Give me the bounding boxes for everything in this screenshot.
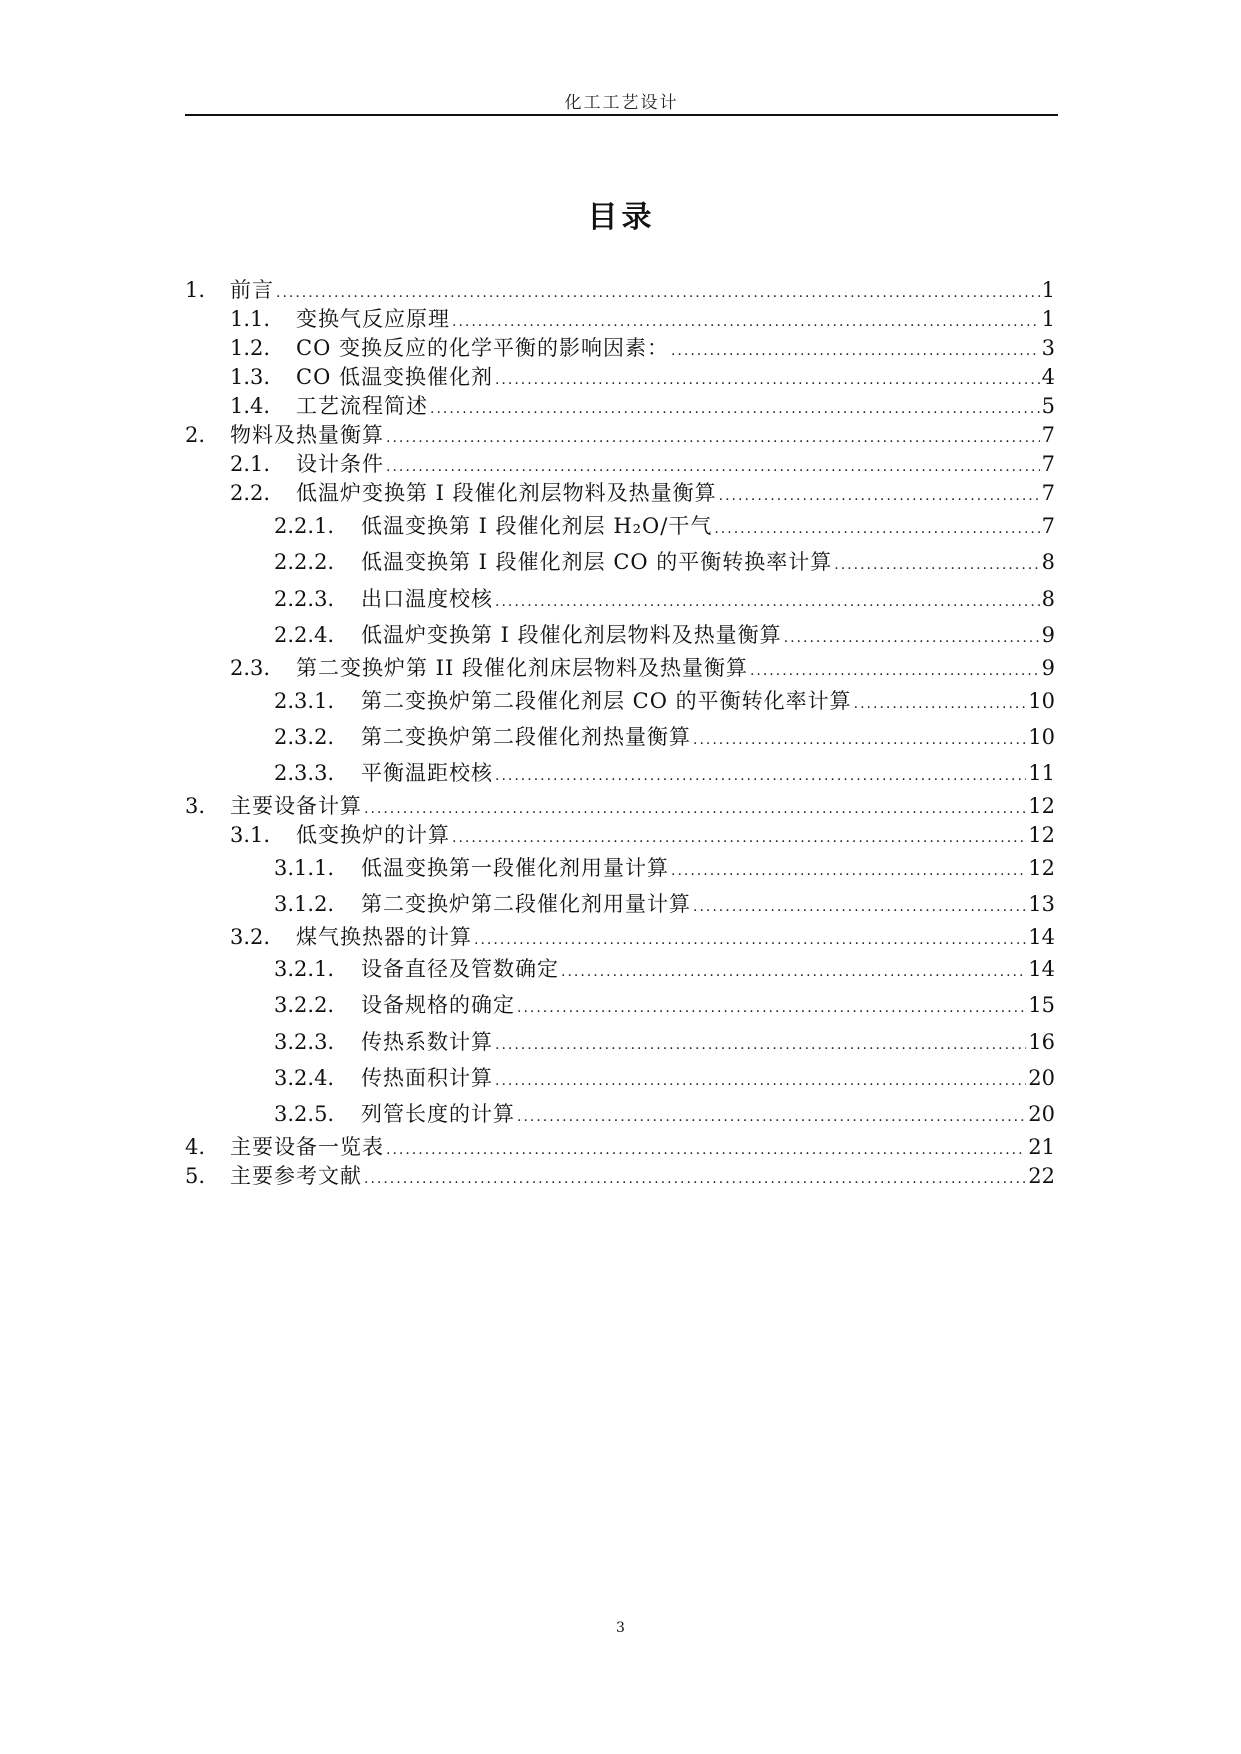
toc-entry-number: 2.2.3. [274,587,335,611]
toc-entry-number: 5. [185,1164,206,1188]
toc-entry-page: 20 [1028,1102,1055,1126]
toc-entry[interactable] [185,1161,1055,1191]
toc-dot-leader [693,892,1026,922]
toc-entry-page: 20 [1028,1066,1055,1090]
toc-dot-leader [693,725,1026,755]
toc-entry-page: 10 [1028,725,1055,749]
toc-entry[interactable] [185,362,1055,392]
toc-entry-title: 第二变换炉第二段催化剂层 CO 的平衡转化率计算 [361,689,852,713]
toc-entry-title: 主要参考文献 [230,1164,362,1188]
toc-entry-title: 第二变换炉第 II 段催化剂床层物料及热量衡算 [296,656,748,680]
toc-entry-page: 16 [1028,1030,1055,1054]
toc-dot-leader [495,761,1026,791]
toc-entry-title: 低变换炉的计算 [296,823,450,847]
toc-entry-number: 2.1. [230,452,271,476]
toc-entry-page: 14 [1028,925,1055,949]
toc-entry[interactable] [185,922,1055,952]
toc-entry-title: 设备规格的确定 [361,993,515,1017]
toc-entry-number: 1.1. [230,307,271,331]
toc-entry[interactable] [185,547,1055,577]
page-number: 3 [616,1620,625,1636]
toc-entry-number: 3.1.1. [274,856,335,880]
toc-entry-number: 4. [185,1135,206,1159]
toc-entry[interactable] [185,620,1055,650]
toc-entry-page: 9 [1041,623,1055,647]
toc-entry-page: 15 [1028,993,1055,1017]
toc-entry-page: 14 [1028,957,1055,981]
toc-entry-page: 3 [1041,336,1055,360]
toc-entry-page: 22 [1028,1164,1055,1188]
toc-entry-page: 7 [1041,514,1055,538]
toc-dot-leader [671,856,1026,886]
toc-dot-leader [854,689,1027,719]
toc-entry-number: 1. [185,278,206,302]
toc-entry-title: 主要设备计算 [230,794,362,818]
toc-entry-title: 低温变换第 I 段催化剂层 H₂O/干气 [361,514,713,538]
toc-entry-number: 3.2.4. [274,1066,335,1090]
toc-entry-title: CO 变换反应的化学平衡的影响因素： [296,336,669,360]
toc-entry-title: CO 低温变换催化剂 [296,365,493,389]
toc-entry-title: 前言 [230,278,274,302]
toc-entry[interactable] [185,1099,1055,1129]
toc-entry-title: 第二变换炉第二段催化剂用量计算 [361,892,691,916]
toc-entry[interactable] [185,333,1055,363]
toc-entry-title: 主要设备一览表 [230,1135,384,1159]
toc-entry-number: 2.3. [230,656,271,680]
toc-entry-page: 7 [1041,481,1055,505]
toc-entry-title: 第二变换炉第二段催化剂热量衡算 [361,725,691,749]
toc-entry[interactable] [185,1027,1055,1057]
toc-dot-leader [364,1164,1026,1194]
toc-entry[interactable] [185,391,1055,421]
toc-entry-page: 11 [1028,761,1055,785]
toc-entry[interactable] [185,853,1055,883]
toc-entry-number: 2.3.3. [274,761,335,785]
toc-entry-number: 3.1. [230,823,271,847]
toc-entry[interactable] [185,954,1055,984]
toc-dot-leader [517,1102,1026,1132]
toc-entry[interactable] [185,1063,1055,1093]
toc-entry[interactable] [185,889,1055,919]
toc-entry-number: 3. [185,794,206,818]
toc-dot-leader [452,823,1026,853]
toc-entry-number: 2.3.1. [274,689,335,713]
toc-entry[interactable] [185,1132,1055,1162]
toc-entry-number: 2.3.2. [274,725,335,749]
toc-entry-title: 平衡温距校核 [361,761,493,785]
toc-entry-title: 出口温度校核 [361,587,493,611]
toc-entry-title: 设备直径及管数确定 [361,957,559,981]
toc-dot-leader [495,1066,1026,1096]
toc-entry-number: 2.2.4. [274,623,335,647]
toc-entry-title: 低温炉变换第 I 段催化剂层物料及热量衡算 [296,481,717,505]
toc-entry-page: 4 [1041,365,1055,389]
toc-entry-number: 3.2. [230,925,271,949]
toc-entry[interactable] [185,304,1055,334]
toc-entry[interactable] [185,990,1055,1020]
toc-entry-page: 7 [1041,423,1055,447]
toc-entry-number: 1.3. [230,365,271,389]
toc-entry[interactable] [185,420,1055,450]
toc-entry-page: 13 [1028,892,1055,916]
toc-entry-number: 3.2.5. [274,1102,335,1126]
running-header: 化工工艺设计 [564,93,679,113]
toc-entry[interactable] [185,584,1055,614]
toc-entry-title: 煤气换热器的计算 [296,925,472,949]
toc-entry[interactable] [185,722,1055,752]
toc-entry-title: 传热面积计算 [361,1066,493,1090]
toc-entry[interactable] [185,449,1055,479]
toc-entry-page: 7 [1041,452,1055,476]
toc-entry-number: 3.2.3. [274,1030,335,1054]
page-title: 目录 [587,200,656,235]
toc-entry-title: 工艺流程简述 [296,394,428,418]
toc-entry-title: 低温变换第一段催化剂用量计算 [361,856,669,880]
toc-dot-leader [834,550,1039,580]
toc-entry-page: 12 [1028,856,1055,880]
toc-dot-leader [784,623,1040,653]
toc-entry-page: 5 [1041,394,1055,418]
toc-dot-leader [474,925,1026,955]
toc-dot-leader [750,656,1040,686]
toc-entry[interactable] [185,820,1055,850]
toc-entry-page: 9 [1041,656,1055,680]
toc-dot-leader [719,481,1040,511]
toc-entry-title: 传热系数计算 [361,1030,493,1054]
toc-entry[interactable] [185,791,1055,821]
toc-entry-page: 12 [1028,794,1055,818]
toc-entry-title: 低温变换第 I 段催化剂层 CO 的平衡转换率计算 [361,550,833,574]
toc-entry-page: 1 [1041,307,1055,331]
toc-entry-number: 3.2.2. [274,993,335,1017]
toc-entry-title: 低温炉变换第 I 段催化剂层物料及热量衡算 [361,623,782,647]
toc-entry-page: 10 [1028,689,1055,713]
toc-dot-leader [561,957,1026,987]
toc-dot-leader [495,1030,1026,1060]
toc-entry-title: 设计条件 [296,452,384,476]
toc-entry-number: 2.2. [230,481,271,505]
toc-entry[interactable] [185,686,1055,716]
toc-entry-number: 3.2.1. [274,957,335,981]
toc-entry-title: 变换气反应原理 [296,307,450,331]
toc-dot-leader [714,514,1039,544]
toc-entry-number: 2.2.2. [274,550,335,574]
toc-entry-number: 2. [185,423,206,447]
toc-entry[interactable] [185,478,1055,508]
toc-entry-page: 21 [1028,1135,1055,1159]
toc-entry[interactable] [185,275,1055,305]
toc-entry-title: 列管长度的计算 [361,1102,515,1126]
toc-entry-page: 12 [1028,823,1055,847]
toc-dot-leader [517,993,1026,1023]
toc-entry[interactable] [185,758,1055,788]
toc-entry-page: 8 [1041,550,1055,574]
toc-entry-page: 8 [1041,587,1055,611]
toc-entry-title: 物料及热量衡算 [230,423,384,447]
toc-entry-page: 1 [1041,278,1055,302]
toc-entry-number: 1.2. [230,336,271,360]
toc-entry-number: 3.1.2. [274,892,335,916]
header-rule [185,114,1058,116]
toc-dot-leader [495,587,1040,617]
toc-entry-number: 1.4. [230,394,271,418]
toc-entry[interactable] [185,511,1055,541]
toc-entry[interactable] [185,653,1055,683]
toc-entry-number: 2.2.1. [274,514,335,538]
